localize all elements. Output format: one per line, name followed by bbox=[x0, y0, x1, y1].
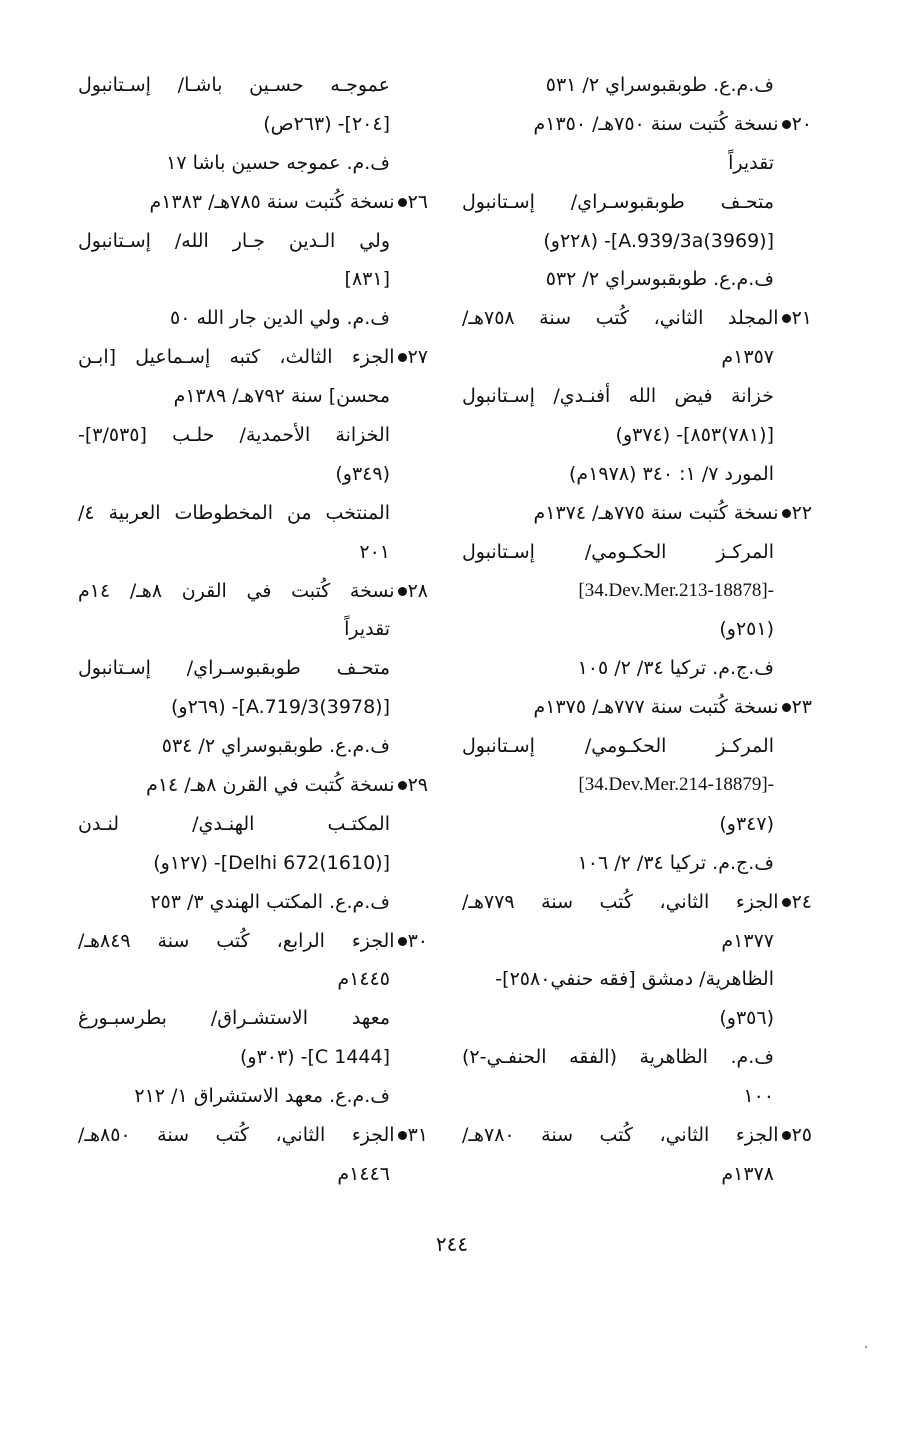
entry-detail-line bbox=[462, 455, 812, 494]
entry-detail-line bbox=[78, 1155, 428, 1194]
bullet-icon bbox=[782, 1131, 791, 1140]
entry-detail-line bbox=[78, 260, 428, 299]
entry-detail-line bbox=[78, 610, 428, 649]
line-text: ف.م. عموجه حسين باشا ١٧ bbox=[166, 151, 390, 174]
scan-speck bbox=[865, 1346, 867, 1348]
entry-detail-line bbox=[462, 338, 812, 377]
entry-detail-line bbox=[462, 144, 812, 183]
left-column bbox=[78, 66, 428, 1194]
entry-heading-line bbox=[462, 105, 812, 144]
entry-detail-line bbox=[78, 494, 428, 533]
line-text: معهد الاستشـراق/ بطرسبـورغ bbox=[78, 1007, 390, 1030]
line-text: نسخة كُتبت في القرن ٨هـ/ ١٤م bbox=[78, 579, 395, 602]
bullet-icon bbox=[782, 703, 791, 712]
entry-heading-line bbox=[462, 883, 812, 922]
entry-detail-line bbox=[78, 222, 428, 261]
entry-detail-line bbox=[78, 805, 428, 844]
bullet-icon bbox=[782, 314, 791, 323]
bullet-icon bbox=[782, 898, 791, 907]
entry-detail-line bbox=[462, 416, 812, 455]
line-text: [٢٠٤]- (٢٦٣ص) bbox=[263, 112, 390, 135]
line-text: تقديراً bbox=[344, 618, 390, 641]
entry-number: ٣٠ bbox=[407, 929, 428, 952]
bullet-icon bbox=[398, 781, 407, 790]
entry-heading-line bbox=[78, 338, 428, 377]
entry-detail-line bbox=[78, 455, 428, 494]
entry-detail-line bbox=[462, 533, 812, 572]
line-text: ف.م.ع. معهد الاستشراق ١/ ٢١٢ bbox=[134, 1085, 390, 1108]
line-text: ١٠٠ bbox=[743, 1085, 774, 1108]
line-text: ف.ج.م. تركيا ٣٤/ ٢/ ١٠٥ bbox=[577, 657, 774, 680]
line-text: عموجـه حسـين باشـا/ إسـتانبول bbox=[78, 74, 390, 96]
bullet-icon bbox=[398, 937, 407, 946]
entry-number: ٢٣ bbox=[791, 696, 812, 719]
line-text: ف.م.ع. طوبقبوسراي ٢/ ٥٣٤ bbox=[161, 735, 390, 758]
bullet-icon bbox=[398, 353, 407, 362]
entry-detail-line bbox=[462, 260, 812, 299]
entry-heading-line bbox=[462, 494, 812, 533]
line-text: (٣٥٦و) bbox=[719, 1007, 774, 1030]
entry-number: ٢٨ bbox=[407, 579, 428, 602]
line-text: (٢٥١و) bbox=[719, 618, 774, 641]
entry-number: ٢٦ bbox=[407, 190, 428, 213]
line-text: متحـف طوبقبوسـراي/ إسـتانبول bbox=[78, 657, 390, 680]
entry-detail-line bbox=[78, 844, 428, 883]
entry-detail-line bbox=[78, 299, 428, 338]
line-text: ف.م. الظاهرية (الفقه الحنفـي-٢) bbox=[462, 1046, 774, 1069]
bullet-icon bbox=[398, 1131, 407, 1140]
line-text: ف.م.ع. طوبقبوسراي ٢/ ٥٣٢ bbox=[545, 268, 774, 291]
right-column bbox=[462, 66, 812, 1194]
entry-number: ٢٧ bbox=[407, 346, 428, 369]
entry-detail-line bbox=[462, 183, 812, 222]
entry-detail-line bbox=[78, 377, 428, 416]
bullet-icon bbox=[782, 120, 791, 129]
entry-number: ٢٩ bbox=[407, 774, 428, 797]
entry-detail-line bbox=[462, 844, 812, 883]
entry-number: ٣١ bbox=[407, 1124, 428, 1147]
line-text: ف.ج.م. تركيا ٣٤/ ٢/ ١٠٦ bbox=[577, 851, 774, 874]
entry-detail-line bbox=[462, 999, 812, 1038]
entry-heading-line bbox=[462, 1116, 812, 1155]
line-text: المركـز الحكـومي/ إسـتانبول bbox=[462, 735, 774, 758]
line-text: الجزء الثالث، كتبه إسـماعيل [ابـن bbox=[78, 346, 395, 369]
line-text: ولي الـدين جـار الله/ إسـتانبول bbox=[78, 229, 390, 252]
line-text: المكتـب الهنـدي/ لنـدن bbox=[78, 812, 390, 835]
line-text: [A.939/3a(3969)]- (٢٢٨و) bbox=[543, 229, 774, 252]
line-text: الخزانة الأحمدية/ حلـب [٣/٥٣٥]- bbox=[78, 424, 390, 447]
line-text: [Delhi 672(1610)]- (١٢٧و) bbox=[153, 851, 390, 874]
entry-heading-line bbox=[462, 299, 812, 338]
bullet-icon bbox=[398, 198, 407, 207]
line-text: الجزء الثاني، كُتب سنة ٨٥٠هـ/ bbox=[78, 1124, 395, 1147]
line-text: ف.م. ولي الدين جار الله ٥٠ bbox=[169, 307, 390, 330]
entry-detail-line bbox=[462, 960, 812, 999]
entry-heading-line bbox=[78, 766, 428, 805]
entry-detail-line bbox=[462, 572, 812, 611]
line-text: [C 1444]- (٣٠٣و) bbox=[239, 1046, 390, 1069]
line-text: ف.م.ع. طوبقبوسراي ٢/ ٥٣١ bbox=[545, 74, 774, 96]
entry-number: ٢٠ bbox=[791, 112, 812, 135]
entry-detail-line bbox=[462, 222, 812, 261]
entry-detail-line bbox=[78, 883, 428, 922]
line-text: ١٤٤٥م bbox=[337, 968, 390, 991]
entry-heading-line bbox=[78, 572, 428, 611]
line-text: الجزء الرابع، كُتب سنة ٨٤٩هـ/ bbox=[78, 929, 395, 952]
line-text: ف.م.ع. المكتب الهندي ٣/ ٢٥٣ bbox=[150, 890, 390, 913]
line-text: [34.Dev.Mer.213-18878]- bbox=[578, 579, 774, 601]
entry-number: ٢٥ bbox=[791, 1124, 812, 1147]
entry-detail-line bbox=[462, 66, 812, 105]
line-text: المجلد الثاني، كُتب سنة ٧٥٨هـ/ bbox=[462, 307, 779, 330]
line-text: الظاهرية/ دمشق [فقه حنفي٢٥٨٠]- bbox=[495, 968, 774, 991]
line-text: ١٣٧٧م bbox=[721, 929, 774, 952]
entry-detail-line bbox=[78, 144, 428, 183]
bullet-icon bbox=[398, 587, 407, 596]
entry-detail-line bbox=[462, 727, 812, 766]
entry-detail-line bbox=[78, 66, 428, 105]
line-text: المنتخب من المخطوطات العربية ٤/ bbox=[78, 501, 390, 524]
line-text: [٨٣١] bbox=[344, 268, 390, 291]
line-text: نسخة كُتبت في القرن ٨هـ/ ١٤م bbox=[146, 774, 395, 797]
entry-detail-line bbox=[462, 610, 812, 649]
entry-detail-line bbox=[78, 1077, 428, 1116]
entry-detail-line bbox=[78, 416, 428, 455]
bullet-icon bbox=[782, 509, 791, 518]
entry-heading-line bbox=[462, 688, 812, 727]
entry-number: ٢٢ bbox=[791, 501, 812, 524]
line-text: (٣٤٩و) bbox=[335, 462, 390, 485]
line-text: محسن] سنة ٧٩٢هـ/ ١٣٨٩م bbox=[173, 385, 390, 408]
line-text: المورد ٧/ ١: ٣٤٠ (١٩٧٨م) bbox=[569, 462, 774, 485]
line-text: خزانة فيض الله أفنـدي/ إسـتانبول bbox=[462, 385, 774, 408]
entry-detail-line bbox=[462, 766, 812, 805]
line-text: [(٧٨١)٨٥٣]- (٣٧٤و) bbox=[615, 424, 774, 447]
line-text: (٣٤٧و) bbox=[719, 812, 774, 835]
entry-heading-line bbox=[78, 922, 428, 961]
entry-detail-line bbox=[78, 999, 428, 1038]
line-text: ١٣٧٨م bbox=[721, 1162, 774, 1185]
line-text: الجزء الثاني، كُتب سنة ٧٧٩هـ/ bbox=[462, 890, 779, 913]
line-text: نسخة كُتبت سنة ٧٥٠هـ/ ١٣٥٠م bbox=[533, 112, 779, 135]
entry-detail-line bbox=[462, 1038, 812, 1077]
entry-number: ٢١ bbox=[791, 307, 812, 330]
line-text: تقديراً bbox=[728, 151, 774, 174]
entry-detail-line bbox=[78, 649, 428, 688]
entry-detail-line bbox=[462, 377, 812, 416]
entry-detail-line bbox=[78, 1038, 428, 1077]
line-text: ٢٠١ bbox=[359, 540, 390, 563]
entry-detail-line bbox=[462, 805, 812, 844]
entry-detail-line bbox=[462, 649, 812, 688]
entry-detail-line bbox=[78, 105, 428, 144]
line-text: [A.719/3(3978)]- (٢٦٩و) bbox=[170, 696, 390, 719]
line-text: نسخة كُتبت سنة ٧٧٧هـ/ ١٣٧٥م bbox=[533, 696, 779, 719]
line-text: نسخة كُتبت سنة ٧٨٥هـ/ ١٣٨٣م bbox=[149, 190, 395, 213]
entry-heading-line bbox=[78, 1116, 428, 1155]
entry-detail-line bbox=[78, 727, 428, 766]
entry-detail-line bbox=[462, 922, 812, 961]
line-text: المركـز الحكـومي/ إسـتانبول bbox=[462, 540, 774, 563]
line-text: نسخة كُتبت سنة ٧٧٥هـ/ ١٣٧٤م bbox=[533, 501, 779, 524]
entry-heading-line bbox=[78, 183, 428, 222]
line-text: [34.Dev.Mer.214-18879]- bbox=[578, 774, 774, 796]
entry-detail-line bbox=[78, 960, 428, 999]
line-text: متحـف طوبقبوسـراي/ إسـتانبول bbox=[462, 190, 774, 213]
line-text: ١٣٥٧م bbox=[721, 346, 774, 369]
entry-detail-line bbox=[462, 1077, 812, 1116]
entry-number: ٢٤ bbox=[791, 890, 812, 913]
entry-detail-line bbox=[78, 688, 428, 727]
line-text: الجزء الثاني، كُتب سنة ٧٨٠هـ/ bbox=[462, 1124, 779, 1147]
entry-detail-line bbox=[462, 1155, 812, 1194]
line-text: ١٤٤٦م bbox=[337, 1162, 390, 1185]
page-number: ٢٤٤ bbox=[435, 1232, 469, 1256]
entry-detail-line bbox=[78, 533, 428, 572]
